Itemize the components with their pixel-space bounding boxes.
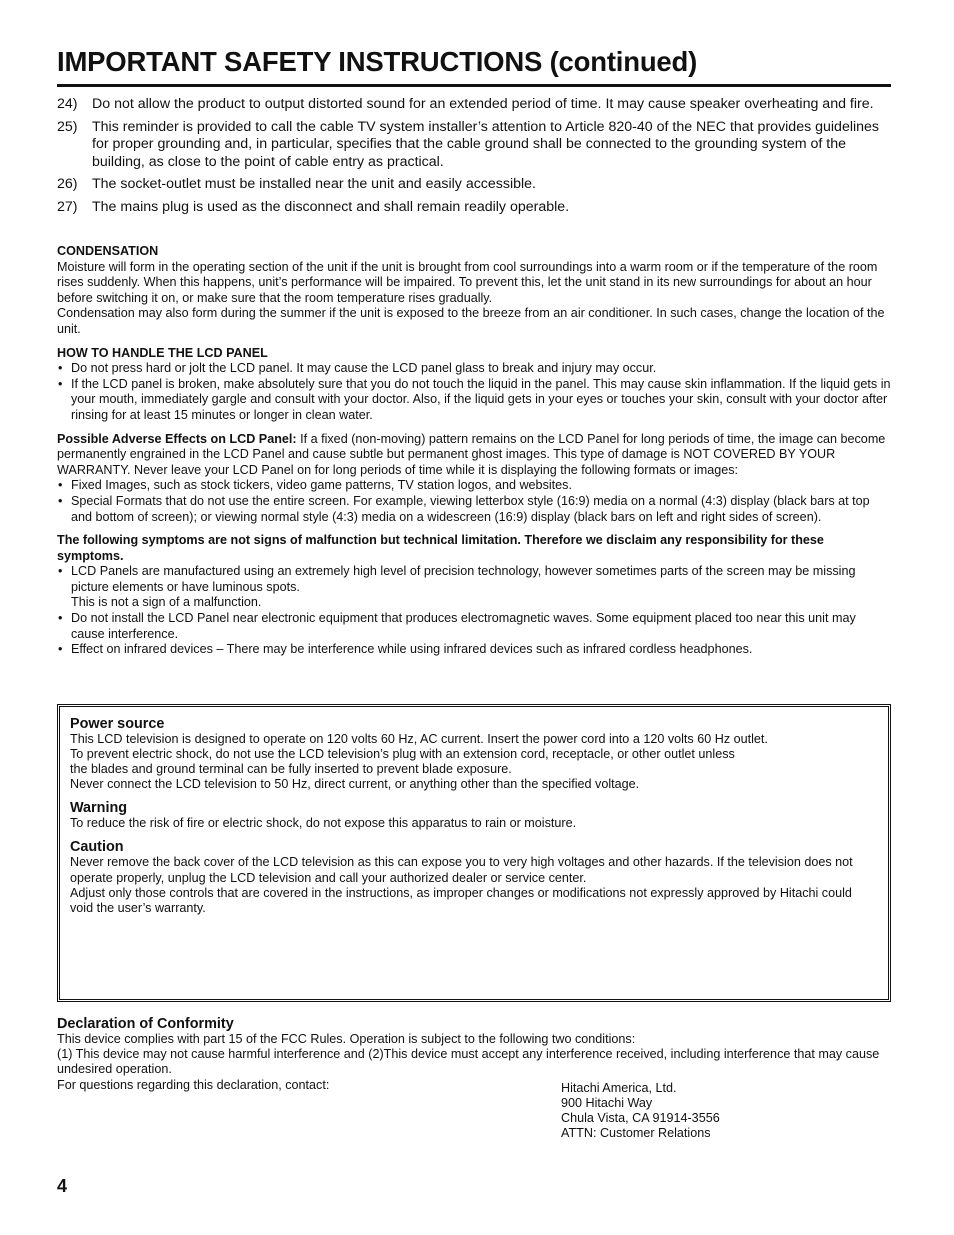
- page-title: IMPORTANT SAFETY INSTRUCTIONS (continued): [57, 46, 698, 77]
- caution-block: [70, 839, 878, 915]
- contact-row: [57, 1078, 891, 1148]
- contact-address: [561, 1081, 720, 1142]
- adverse-effects-lead: Possible Adverse Effects on LCD Panel:: [57, 431, 297, 446]
- symptoms-section: [57, 533, 891, 658]
- power-line: To prevent electric shock, do not use the LCD television’s plug with an extension cord, receptacle, or other outlet unless: [70, 747, 735, 762]
- condensation-paragraph: Moisture will form in the operating section of the unit if the unit is brought from cool surroundings into a warm room or if the temperature of the room rises suddenly. When this happens, unit’s performance will be impaired. To prevent this, let the unit stand in its new surroundings for about an hour before switching it on, or make sure that the room temperature rises gradually.: [57, 259, 878, 305]
- caution-text: Never remove the back cover of the LCD television as this can expose you to very high voltages and other hazards. If the television does not operate properly, unplug the LCD television and call your authorized dealer or service center.: [70, 855, 853, 885]
- bullet-item: • Effect on infrared devices – There may be interference while using infrared devices such as infrared cordless headphones.: [57, 642, 891, 658]
- symptoms-heading: The following symptoms are not signs of malfunction but technical limitation. Therefore we disclaim any responsibility for these symptoms.: [57, 533, 824, 563]
- declaration-text: This device complies with part 15 of the FCC Rules. Operation is subject to the following two conditions:: [57, 1032, 636, 1046]
- instruction-text: Do not allow the product to output distorted sound for an extended period of time. It may cause speaker overheating and fire.: [92, 96, 874, 112]
- bullet-item: • Special Formats that do not use the entire screen. For example, viewing letterbox style (16:9) media on a normal (4:3) display (black bars at top and bottom of screen); or viewing normal style (4:3) media on a widescreen (16:9) display (black bars on left and right sides of screen).: [57, 494, 891, 525]
- power-line: the blades and ground terminal can be fully inserted to prevent blade exposure.: [70, 762, 512, 777]
- bullet-item: • If the LCD panel is broken, make absolutely sure that you do not touch the liquid in the panel. This may cause skin inflammation. If the liquid gets in your mouth, immediately gargle and consult with your doctor. Also, if the liquid gets in your eyes or touches your skin, consult with your doctor after rinsing for at least 15 minutes or longer in clean water.: [57, 377, 891, 424]
- instruction-item: [57, 176, 891, 194]
- declaration-text: (1) This device may not cause harmful interference and (2)This device must accept any interference received, including interference that may cause undesired operation.: [57, 1047, 880, 1077]
- numbered-instructions: [57, 96, 891, 221]
- address-line: 900 Hitachi Way: [561, 1095, 653, 1110]
- instruction-item: [57, 119, 891, 172]
- caution-text: Adjust only those controls that are covered in the instructions, as improper changes or modifications not expressly approved by Hitachi could void the user’s warranty.: [70, 885, 852, 915]
- declaration-section: [57, 1016, 891, 1148]
- warning-heading: Warning: [70, 800, 128, 817]
- declaration-heading: Declaration of Conformity: [57, 1016, 234, 1032]
- lcd-handling-section: [57, 346, 891, 424]
- adverse-effects-text: If a fixed (non-moving) pattern remains on the LCD Panel for long periods of time, the image can become permanently engrained in the LCD Panel and cause subtle but permanent ghost images. This type of damage is NOT COVERED BY YOUR WARRANTY. Never leave your LCD Panel on for long periods of time while it is displaying the following formats or images:: [57, 431, 886, 477]
- contact-question: For questions regarding this declaration, contact:: [57, 1077, 330, 1092]
- condensation-paragraph: Condensation may also form during the summer if the unit is exposed to the breeze from an air conditioner. In such cases, change the location of the unit.: [57, 306, 885, 336]
- adverse-effects-paragraph: [57, 432, 891, 479]
- instruction-text: This reminder is provided to call the cable TV system installer’s attention to Article 820-40 of the NEC that provides guidelines for proper grounding and, in particular, specifies that the cable ground shall be connected to the grounding system of the building, as close to the point of cable entry as practical.: [92, 118, 880, 170]
- instruction-number: 26): [57, 176, 78, 192]
- address-line: ATTN: Customer Relations: [561, 1126, 711, 1141]
- lcd-handling-heading: HOW TO HANDLE THE LCD PANEL: [57, 345, 268, 360]
- bullet-text: LCD Panels are manufactured using an extremely high level of precision technology, however sometimes parts of the screen may be missing picture elements or have luminous spots.: [71, 564, 856, 594]
- title-rule: [57, 84, 891, 87]
- bullet-item: • Fixed Images, such as stock tickers, video game patterns, TV station logos, and websites.: [57, 478, 891, 494]
- bullet-item: [57, 564, 891, 611]
- instruction-number: 27): [57, 198, 78, 215]
- condensation-section: [57, 244, 891, 338]
- condensation-heading: CONDENSATION: [57, 244, 159, 258]
- warning-text: To reduce the risk of fire or electric shock, do not expose this apparatus to rain or moisture.: [70, 816, 577, 831]
- power-line: This LCD television is designed to operate on 120 volts 60 Hz, AC current. Insert the power cord into a 120 volts 60 Hz outlet.: [70, 732, 768, 746]
- power-source-heading: Power source: [70, 716, 165, 732]
- bullet-item: • Do not press hard or jolt the LCD panel. It may cause the LCD panel glass to break and injury may occur.: [57, 361, 891, 377]
- power-warning-box: [57, 704, 891, 1002]
- instruction-number: 25): [57, 118, 78, 135]
- instruction-item: [57, 199, 891, 217]
- warning-block: [70, 800, 878, 831]
- page-number: 4: [57, 1176, 68, 1196]
- instruction-item: [57, 96, 891, 114]
- power-source-block: [70, 716, 878, 792]
- safety-body: [57, 244, 891, 666]
- address-line: Chula Vista, CA 91914-3556: [561, 1111, 720, 1126]
- address-line: Hitachi America, Ltd.: [561, 1080, 677, 1095]
- bullet-subtext: This is not a sign of a malfunction.: [71, 595, 262, 610]
- caution-heading: Caution: [70, 839, 124, 856]
- instruction-number: 24): [57, 96, 78, 112]
- instruction-text: The mains plug is used as the disconnect and shall remain readily operable.: [92, 198, 570, 215]
- power-line: Never connect the LCD television to 50 Hz, direct current, or anything other than the specified voltage.: [70, 777, 640, 792]
- bullet-item: • Do not install the LCD Panel near electronic equipment that produces electromagnetic waves. Some equipment placed too near this unit may cause interference.: [57, 611, 891, 642]
- instruction-text: The socket-outlet must be installed near the unit and easily accessible.: [92, 176, 536, 192]
- adverse-effects-section: [57, 432, 891, 526]
